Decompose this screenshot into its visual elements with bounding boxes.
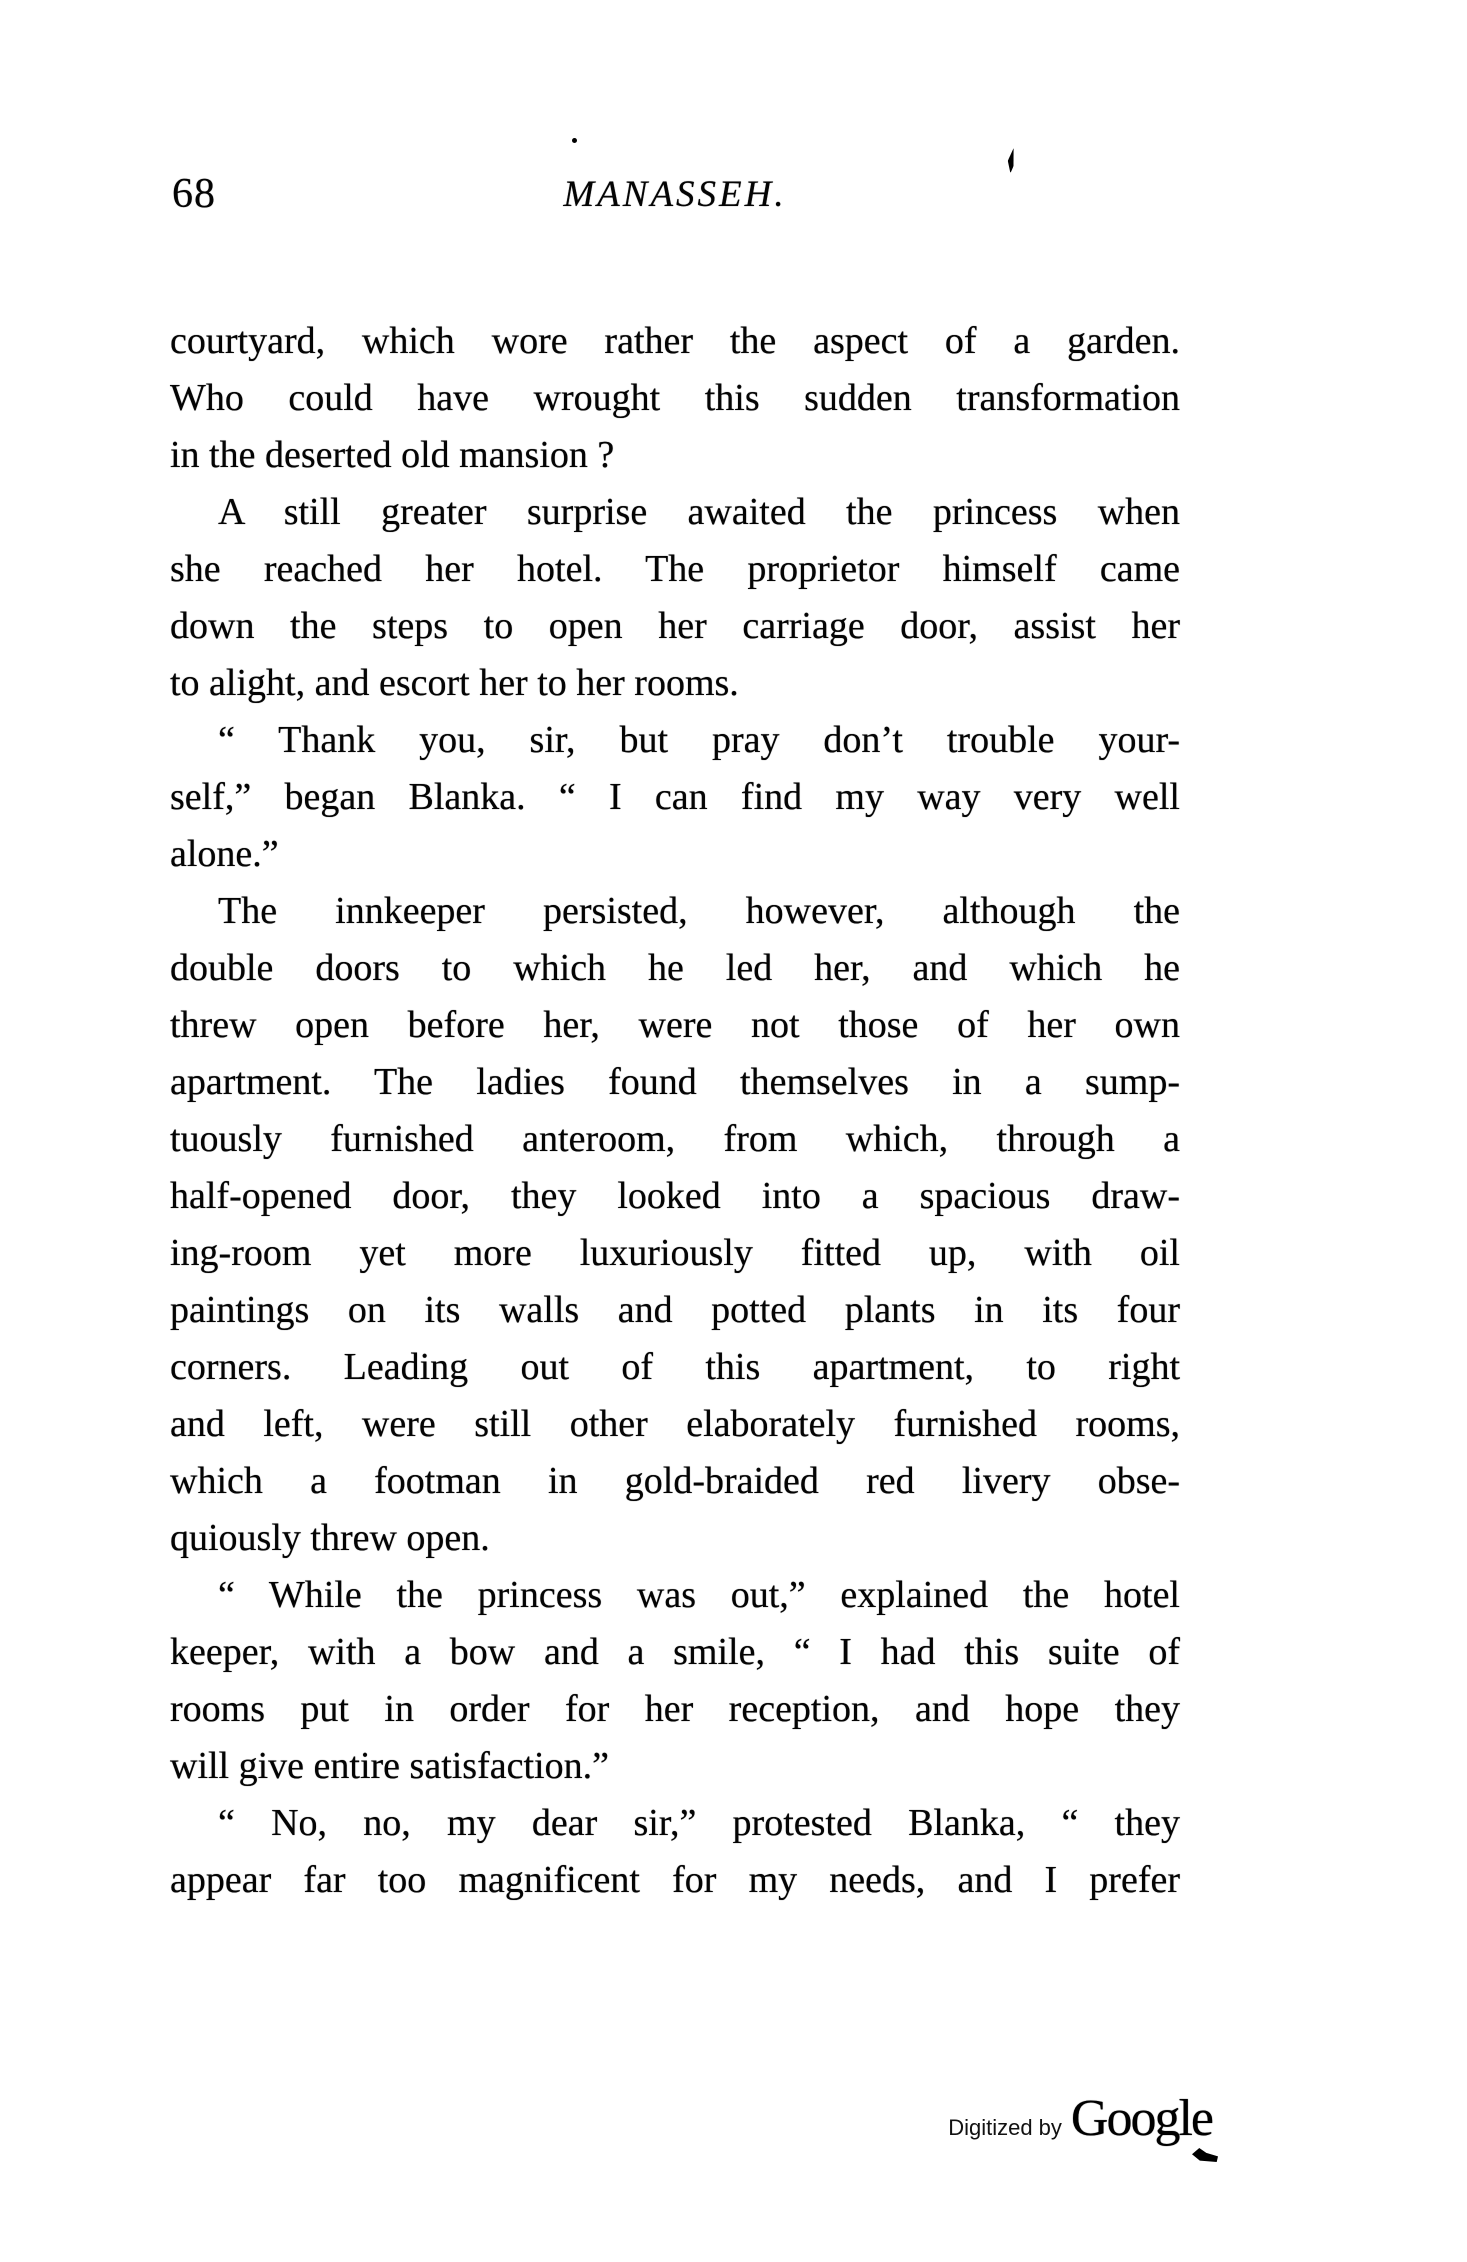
- text-line: A still greater surprise awaited the princess when: [218, 491, 1180, 533]
- text-line: quiously threw open.: [170, 1517, 490, 1559]
- text-line: half-opened door, they looked into a spacious draw-: [170, 1175, 1180, 1217]
- text-line: and left, were still other elaborately furnished rooms,: [170, 1403, 1180, 1445]
- text-line: corners. Leading out of this apartment, to right: [170, 1346, 1180, 1388]
- text-line: tuously furnished anteroom, from which, through a: [170, 1118, 1180, 1160]
- ink-smudge-icon: [1192, 2148, 1218, 2162]
- text-line: The innkeeper persisted, however, although the: [218, 890, 1180, 932]
- paragraph: [170, 883, 1180, 1567]
- text-line: which a footman in gold-braided red livery obse-: [170, 1460, 1180, 1502]
- text-line: down the steps to open her carriage door, assist her: [170, 605, 1180, 647]
- text-line: double doors to which he led her, and which he: [170, 947, 1180, 989]
- text-line: “ No, no, my dear sir,” protested Blanka, “ they: [218, 1802, 1180, 1844]
- text-line: paintings on its walls and potted plants in its four: [170, 1289, 1180, 1331]
- text-line: “ While the princess was out,” explained the hotel: [218, 1574, 1180, 1616]
- page-body-text: [170, 313, 1180, 1909]
- google-logo: Google: [1070, 2090, 1212, 2147]
- text-line: apartment. The ladies found themselves in a sump-: [170, 1061, 1180, 1103]
- text-line: keeper, with a bow and a smile, “ I had this suite of: [170, 1631, 1180, 1673]
- paragraph: [170, 484, 1180, 712]
- text-line: courtyard, which wore rather the aspect of a garden.: [170, 320, 1180, 362]
- paragraph: [170, 1795, 1180, 1909]
- text-line: “ Thank you, sir, but pray don’t trouble your-: [218, 719, 1180, 761]
- digitized-by-label: Digitized by: [948, 2115, 1062, 2140]
- text-line: appear far too magnificent for my needs, and I prefer: [170, 1859, 1180, 1901]
- text-line: to alight, and escort her to her rooms.: [170, 662, 739, 704]
- running-title: MANASSEH.: [563, 174, 787, 215]
- paragraph: [170, 313, 1180, 484]
- text-line: alone.”: [170, 833, 279, 875]
- text-line: in the deserted old mansion ?: [170, 434, 615, 476]
- page-number: 68: [172, 171, 216, 217]
- text-line: she reached her hotel. The proprietor himself came: [170, 548, 1180, 590]
- text-line: will give entire satisfaction.”: [170, 1745, 609, 1787]
- text-line: ing-room yet more luxuriously fitted up, with oil: [170, 1232, 1180, 1274]
- text-line: rooms put in order for her reception, and hope they: [170, 1688, 1180, 1730]
- text-line: threw open before her, were not those of her own: [170, 1004, 1180, 1046]
- text-line: self,” began Blanka. “ I can find my way very well: [170, 776, 1180, 818]
- paragraph: [170, 712, 1180, 883]
- ink-speck-icon: [572, 138, 577, 143]
- text-line: Who could have wrought this sudden transformation: [170, 377, 1180, 419]
- paragraph: [170, 1567, 1180, 1795]
- digitization-credit: [948, 2090, 1212, 2147]
- page-header: [170, 170, 1180, 218]
- text-block: [170, 170, 1180, 1909]
